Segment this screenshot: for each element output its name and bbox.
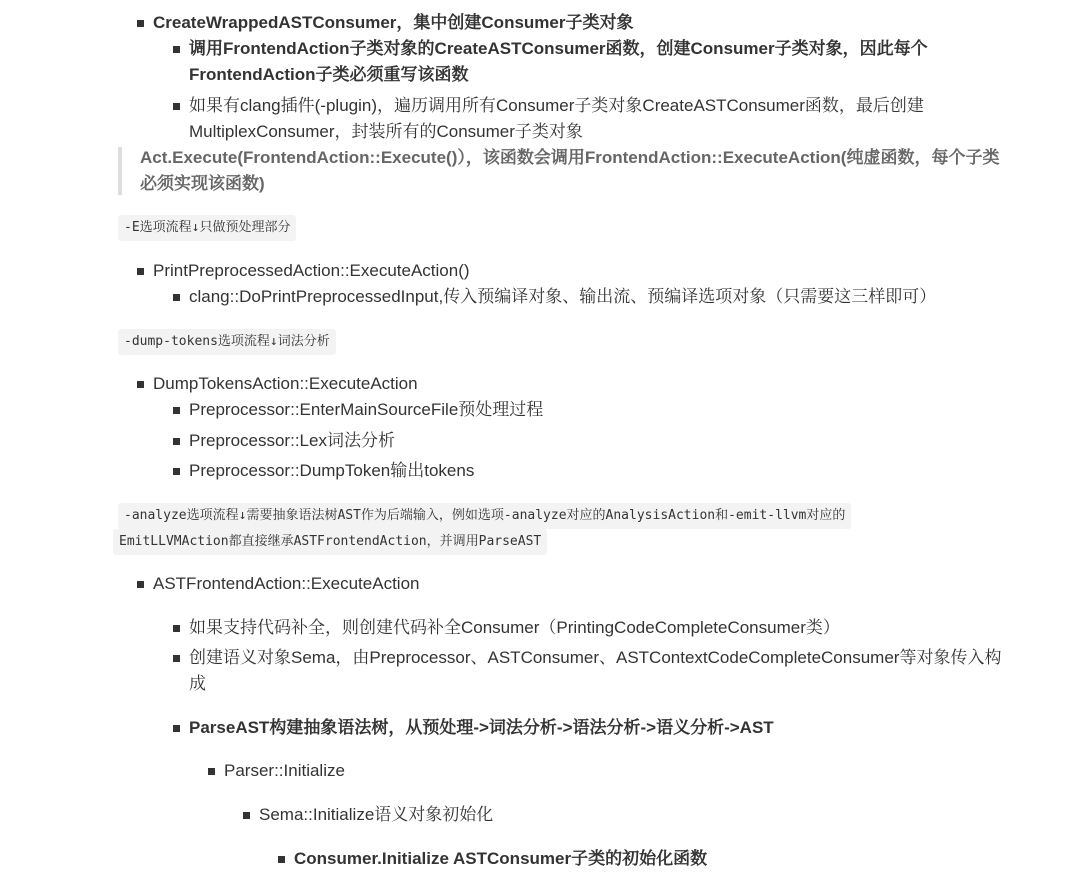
inline-code: -analyze选项流程↓需要抽象语法树AST作为后端输入，例如选项-analyze对应的AnalysisAction和-emit-llvm对应的 [118,503,851,529]
bullet-marker [173,655,180,662]
bullet-marker [173,625,180,632]
list-item: Sema::Initialize语义对象初始化 [259,805,494,824]
list-item: clang::DoPrintPreprocessedInput,传入预编译对象、输出流、预编译选项对象（只需要这三样即可） [189,287,937,306]
list-item: Parser::Initialize [224,761,345,780]
list-item: Preprocessor::Lex词法分析 [189,431,395,450]
list-item: PrintPreprocessedAction::ExecuteAction() [153,261,470,280]
list-item: 如果有clang插件(-plugin)，遍历调用所有Consumer子类对象CreateASTConsumer函数，最后创建 [189,96,924,115]
bullet-marker [173,407,180,414]
inline-code: -E选项流程↓只做预处理部分 [118,215,296,241]
bullet-marker [173,294,180,301]
list-item: ParseAST构建抽象语法树，从预处理->词法分析->语法分析->语义分析->AST [189,718,774,737]
bullet-marker [208,768,215,775]
bullet-marker [137,581,144,588]
list-item-continuation: MultiplexConsumer，封装所有的Consumer子类对象 [189,122,583,141]
list-item: CreateWrappedASTConsumer，集中创建Consumer子类对象 [153,13,634,32]
bullet-marker [278,856,285,863]
bullet-marker [173,438,180,445]
blockquote-bar [118,147,122,195]
list-item: Preprocessor::EnterMainSourceFile预处理过程 [189,400,544,419]
list-item: 如果支持代码补全，则创建代码补全Consumer（PrintingCodeCompleteConsumer类） [189,618,840,637]
bullet-marker [173,725,180,732]
bullet-marker [137,268,144,275]
inline-code: -dump-tokens选项流程↓词法分析 [118,329,336,355]
bullet-marker [243,812,250,819]
blockquote-text: Act.Execute(FrontendAction::Execute()），该函数会调用FrontendAction::ExecuteAction(纯虚函数，每个子类 [140,148,1000,167]
bullet-marker [173,103,180,110]
bullet-marker [173,468,180,475]
list-item: ASTFrontendAction::ExecuteAction [153,574,420,593]
bullet-marker [137,381,144,388]
list-item: Consumer.Initialize ASTConsumer子类的初始化函数 [294,849,708,868]
list-item: DumpTokensAction::ExecuteAction [153,374,418,393]
blockquote-text: 必须实现该函数) [140,174,265,193]
bullet-marker [173,46,180,53]
list-item: Preprocessor::DumpToken输出tokens [189,461,475,480]
list-item: 创建语义对象Sema，由Preprocessor、ASTConsumer、ASTContextCodeCompleteConsumer等对象传入构 [189,648,1002,667]
inline-code: EmitLLVMAction都直接继承ASTFrontendAction，并调用ParseAST [113,529,547,555]
list-item-continuation: 成 [189,674,206,693]
list-item-continuation: FrontendAction子类必须重写该函数 [189,65,469,84]
bullet-marker [137,20,144,27]
list-item: 调用FrontendAction子类对象的CreateASTConsumer函数，创建Consumer子类对象，因此每个 [189,39,928,58]
